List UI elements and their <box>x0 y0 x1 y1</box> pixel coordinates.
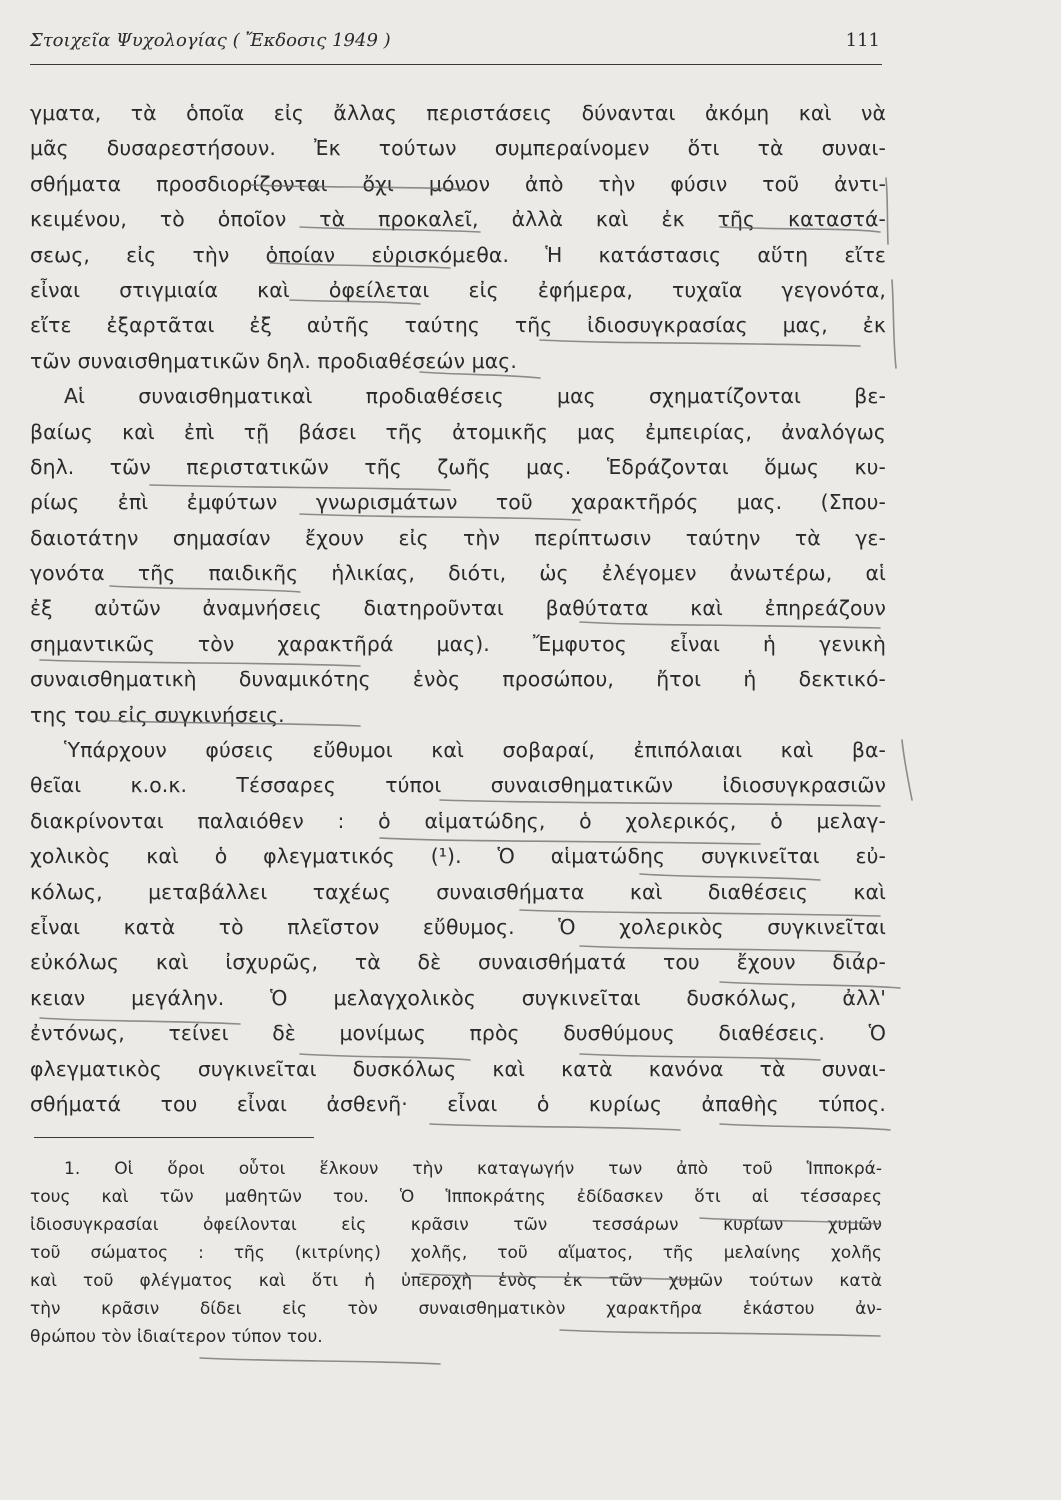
text-line: κειμένου, τὸ ὁποῖον τὰ προκαλεῖ, ἀλλὰ καὶ ἐκ τῆς καταστά- <box>30 207 886 232</box>
text-line: κειαν μεγάλην. Ὁ μελαγχολικὸς συγκινεῖται δυσκόλως, ἀλλ' <box>30 985 886 1010</box>
page-number: 111 <box>845 30 880 51</box>
text-line: σεως, εἰς τὴν ὁποίαν εὑρισκόμεθα. Ἡ κατάστασις αὕτη εἴτε <box>30 242 886 267</box>
text-line: ἐξ αὐτῶν ἀναμνήσεις διατηροῦνται βαθύτατα καὶ ἐπηρεάζουν <box>30 596 886 621</box>
text-line: εὐκόλως καὶ ἰσχυρῶς, τὰ δὲ συναισθήματά του ἔχουν διάρ- <box>30 950 886 975</box>
margin-bracket <box>886 178 888 244</box>
footnotes <box>30 1155 882 1351</box>
text-line: Ὑπάρχουν φύσεις εὔθυμοι καὶ σοβαραί, ἐπιπόλαιαι καὶ βα- <box>64 738 886 763</box>
footnote-divider <box>34 1137 314 1138</box>
text-line: φλεγματικὸς συγκινεῖται δυσκόλως καὶ κατὰ κανόνα τὰ συναι- <box>30 1056 886 1081</box>
footnote-line: καὶ τοῦ φλέγματος καὶ ὅτι ἡ ὑπεροχὴ ἑνὸς ἐκ τῶν χυμῶν τούτων κατὰ <box>30 1271 882 1291</box>
margin-bracket <box>892 280 896 368</box>
footnote-line: τὴν κρᾶσιν δίδει εἰς τὸν συναισθηματικὸν χαρακτῆρα ἑκάστου ἀν- <box>30 1299 882 1319</box>
footnote-line: ἰδιοσυγκρασίαι ὀφείλονται εἰς κρᾶσιν τῶν τεσσάρων κυρίων χυμῶν <box>30 1215 882 1235</box>
text-line: σθήματα προσδιορίζονται ὄχι μόνον ἀπὸ τὴν φύσιν τοῦ ἀντι- <box>30 171 886 196</box>
text-line: δαιοτάτην σημασίαν ἔχουν εἰς τὴν περίπτωσιν ταύτην τὰ γε- <box>30 525 886 550</box>
text-line: κόλως, μεταβάλλει ταχέως συναισθήματα καὶ διαθέσεις καὶ <box>30 879 886 904</box>
text-line: μᾶς δυσαρεστήσουν. Ἐκ τούτων συμπεραίνομεν ὅτι τὰ συναι- <box>30 136 886 161</box>
text-line: εἶναι κατὰ τὸ πλεῖστον εὔθυμος. Ὁ χολερικὸς συγκινεῖται <box>30 914 886 939</box>
text-line: ἐντόνως, τείνει δὲ μονίμως πρὸς δυσθύμους διαθέσεις. Ὁ <box>30 1021 886 1046</box>
text-line: σημαντικῶς τὸν χαρακτῆρά μας). Ἔμφυτος εἶναι ἡ γενικὴ <box>30 631 886 656</box>
footnote-line: 1. Οἱ ὅροι οὗτοι ἕλκουν τὴν καταγωγήν των ἀπὸ τοῦ Ἱπποκρά- <box>64 1159 882 1179</box>
footnote-line: τους καὶ τῶν μαθητῶν του. Ὁ Ἱπποκράτης ἐδίδασκεν ὅτι αἱ τέσσαρες <box>30 1187 882 1207</box>
text-line: σθήματά του εἶναι ἀσθενῆ· εἶναι ὁ κυρίως ἀπαθὴς τύπος. <box>30 1091 886 1116</box>
text-line: γονότα τῆς παιδικῆς ἡλικίας, διότι, ὡς ἐλέγομεν ἀνωτέρω, αἱ <box>30 561 886 586</box>
underline-mark <box>720 1124 890 1130</box>
text-line: δηλ. τῶν περιστατικῶν τῆς ζωῆς μας. Ἑδράζονται ὅμως κυ- <box>30 454 886 479</box>
text-line: εἶναι στιγμιαία καὶ ὀφείλεται εἰς ἐφήμερα, τυχαῖα γεγονότα, <box>30 277 886 302</box>
text-line: τῶν συναισθηματικῶν δηλ. προδιαθέσεών μας. <box>30 348 517 373</box>
page-header <box>30 24 882 65</box>
footnote-line: θρώπου τὸν ἰδιαίτερον τύπον του. <box>30 1327 323 1347</box>
margin-bracket <box>902 740 912 800</box>
text-line: θεῖαι κ.ο.κ. Τέσσαρες τύποι συναισθηματικῶν ἰδιοσυγκρασιῶν <box>30 773 886 798</box>
text-line: ρίως ἐπὶ ἐμφύτων γνωρισμάτων τοῦ χαρακτῆρός μας. (Σπου- <box>30 490 886 515</box>
running-title: Στοιχεῖα Ψυχολογίας ( Ἔκδοσις 1949 ) <box>30 30 391 51</box>
text-line: Αἱ συναισθηματικαὶ προδιαθέσεις μας σχηματίζονται βε- <box>64 384 886 409</box>
text-line: γματα, τὰ ὁποῖα εἰς ἄλλας περιστάσεις δύνανται ἀκόμη καὶ νὰ <box>30 101 886 125</box>
body-text <box>30 96 886 1122</box>
underline-mark <box>200 1358 440 1364</box>
text-line: χολικὸς καὶ ὁ φλεγματικός (¹). Ὁ αἱματώδης συγκινεῖται εὐ- <box>30 844 886 869</box>
text-line: διακρίνονται παλαιόθεν : ὁ αἱματώδης, ὁ χολερικός, ὁ μελαγ- <box>30 808 886 833</box>
text-line: βαίως καὶ ἐπὶ τῇ βάσει τῆς ἀτομικῆς μας ἐμπειρίας, ἀναλόγως <box>30 419 886 444</box>
text-line: συναισθηματικὴ δυναμικότης ἑνὸς προσώπου, ἤτοι ἡ δεκτικό- <box>30 667 886 692</box>
text-line: εἴτε ἐξαρτᾶται ἐξ αὐτῆς ταύτης τῆς ἰδιοσυγκρασίας μας, ἐκ <box>30 313 886 338</box>
footnote-line: τοῦ σώματος : τῆς (κιτρίνης) χολῆς, τοῦ αἵματος, τῆς μελαίνης χολῆς <box>30 1243 882 1263</box>
text-line: της του εἰς συγκινήσεις. <box>30 702 285 727</box>
underline-mark <box>430 1124 680 1130</box>
